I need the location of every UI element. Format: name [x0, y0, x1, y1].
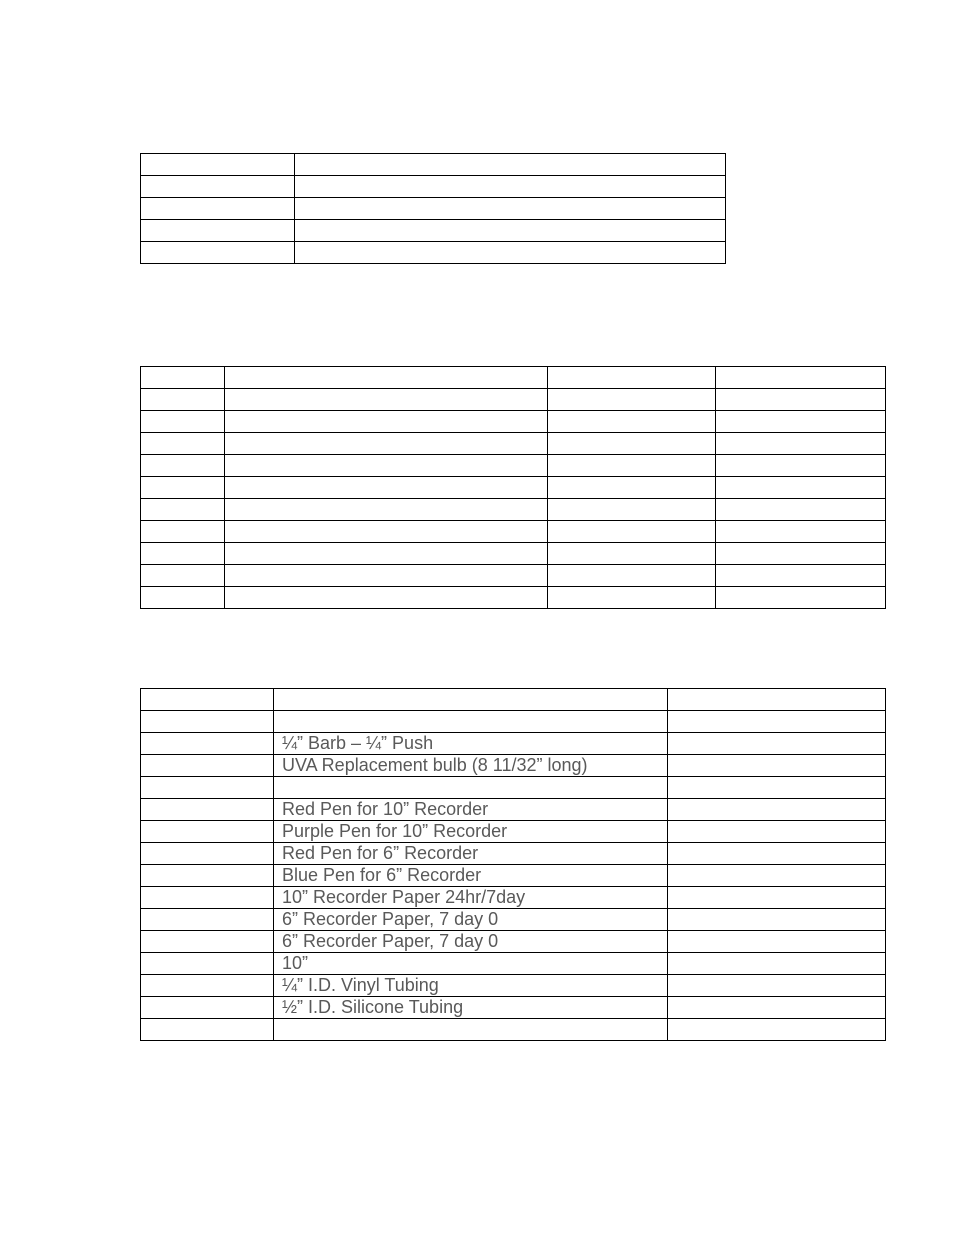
table-cell: [141, 887, 274, 909]
table-cell: [668, 843, 886, 865]
table-row: [141, 411, 886, 433]
table-cell: [668, 975, 886, 997]
table-cell: [225, 477, 548, 499]
table-cell: [716, 455, 886, 477]
table-cell: [668, 931, 886, 953]
table-cell: Purple Pen for 10” Recorder: [274, 821, 668, 843]
table-cell: [668, 777, 886, 799]
table-cell: 10” Recorder Paper 24hr/7day: [274, 887, 668, 909]
table-cell: [295, 154, 726, 176]
table-cell: [141, 433, 225, 455]
table-row: [141, 931, 886, 953]
table-cell: [141, 411, 225, 433]
table-cell: 10”: [274, 953, 668, 975]
table-cell: 6” Recorder Paper, 7 day 0: [274, 931, 668, 953]
table-cell: [141, 176, 295, 198]
table-row: [141, 821, 886, 843]
table-row: [141, 865, 886, 887]
table-row: [141, 733, 886, 755]
table-cell: [141, 499, 225, 521]
table-row: [141, 587, 886, 609]
table-cell: [548, 587, 716, 609]
table-row: [141, 154, 726, 176]
table-row: [141, 543, 886, 565]
table-cell: [141, 1019, 274, 1041]
table-cell: [141, 689, 274, 711]
table-cell: [141, 154, 295, 176]
table-cell: ¼” Barb – ¼” Push: [274, 733, 668, 755]
table-cell: [548, 389, 716, 411]
table-cell: [225, 411, 548, 433]
table-cell: [141, 733, 274, 755]
table-cell: [141, 242, 295, 264]
table-row: [141, 997, 886, 1019]
table-cell: [548, 521, 716, 543]
table-row: [141, 953, 886, 975]
table-cell: [716, 411, 886, 433]
table-row: [141, 455, 886, 477]
table-cell: [548, 477, 716, 499]
table-cell: [548, 433, 716, 455]
table-cell: [274, 711, 668, 733]
table-1: [140, 153, 726, 264]
table-cell: [141, 367, 225, 389]
table-cell: 6” Recorder Paper, 7 day 0: [274, 909, 668, 931]
table-cell: [716, 389, 886, 411]
table-cell: ¼” I.D. Vinyl Tubing: [274, 975, 668, 997]
table-row: [141, 843, 886, 865]
table-row: [141, 565, 886, 587]
table-cell: [141, 931, 274, 953]
table-cell: [141, 843, 274, 865]
table-2: [140, 366, 886, 609]
table-cell: [668, 689, 886, 711]
table-row: [141, 909, 886, 931]
table-cell: [716, 543, 886, 565]
table-row: [141, 711, 886, 733]
table-cell: [274, 1019, 668, 1041]
table-cell: [141, 799, 274, 821]
table-row: [141, 755, 886, 777]
table-cell: Red Pen for 10” Recorder: [274, 799, 668, 821]
table-cell: [141, 711, 274, 733]
table-cell: [716, 433, 886, 455]
table-cell: [225, 389, 548, 411]
table-cell: [668, 755, 886, 777]
table-cell: [668, 733, 886, 755]
table-cell: [141, 755, 274, 777]
table-cell: [141, 953, 274, 975]
table-row: [141, 367, 886, 389]
table-cell: [716, 499, 886, 521]
table-cell: [225, 455, 548, 477]
table-cell: [274, 777, 668, 799]
table-row: [141, 198, 726, 220]
table-cell: [716, 587, 886, 609]
table-cell: [548, 411, 716, 433]
table-row: [141, 521, 886, 543]
table-cell: [668, 887, 886, 909]
table-row: [141, 777, 886, 799]
table-row: [141, 1019, 886, 1041]
table-cell: [225, 587, 548, 609]
table-cell: [141, 565, 225, 587]
table-row: [141, 176, 726, 198]
table-cell: [141, 909, 274, 931]
table-cell: Blue Pen for 6” Recorder: [274, 865, 668, 887]
table-cell: [141, 543, 225, 565]
table-row: [141, 975, 886, 997]
table-cell: [225, 521, 548, 543]
table-row: [141, 887, 886, 909]
table-cell: [548, 499, 716, 521]
table-cell: [548, 565, 716, 587]
table-cell: [548, 455, 716, 477]
table-cell: [141, 777, 274, 799]
table-cell: [295, 242, 726, 264]
table-cell: [716, 477, 886, 499]
table-row: [141, 242, 726, 264]
table-cell: [668, 997, 886, 1019]
table-cell: [548, 367, 716, 389]
table-cell: [141, 975, 274, 997]
table-cell: [295, 198, 726, 220]
table-cell: [295, 176, 726, 198]
table-row: [141, 799, 886, 821]
table-row: [141, 499, 886, 521]
table-row: [141, 433, 886, 455]
table-cell: [274, 689, 668, 711]
table-row: [141, 389, 886, 411]
table-3: [140, 688, 886, 1041]
table-row: [141, 220, 726, 242]
table-cell: [668, 711, 886, 733]
table-cell: [668, 799, 886, 821]
table-cell: [668, 1019, 886, 1041]
table-cell: [141, 865, 274, 887]
table-cell: Red Pen for 6” Recorder: [274, 843, 668, 865]
table-cell: [225, 543, 548, 565]
table-cell: [141, 455, 225, 477]
table-cell: [141, 587, 225, 609]
table-cell: [668, 865, 886, 887]
table-row: [141, 477, 886, 499]
table-cell: [141, 997, 274, 1019]
table-cell: [716, 367, 886, 389]
table-cell: [141, 198, 295, 220]
table-cell: UVA Replacement bulb (8 11/32” long): [274, 755, 668, 777]
table-cell: [668, 909, 886, 931]
table-cell: [141, 220, 295, 242]
table-cell: [141, 477, 225, 499]
table-cell: [548, 543, 716, 565]
table-cell: [141, 821, 274, 843]
table-cell: [225, 367, 548, 389]
table-cell: ½” I.D. Silicone Tubing: [274, 997, 668, 1019]
table-cell: [716, 521, 886, 543]
table-cell: [716, 565, 886, 587]
table-cell: [141, 389, 225, 411]
table-row: [141, 689, 886, 711]
table-cell: [225, 499, 548, 521]
table-cell: [141, 521, 225, 543]
table-cell: [225, 433, 548, 455]
table-cell: [668, 821, 886, 843]
table-cell: [668, 953, 886, 975]
table-cell: [225, 565, 548, 587]
table-cell: [295, 220, 726, 242]
